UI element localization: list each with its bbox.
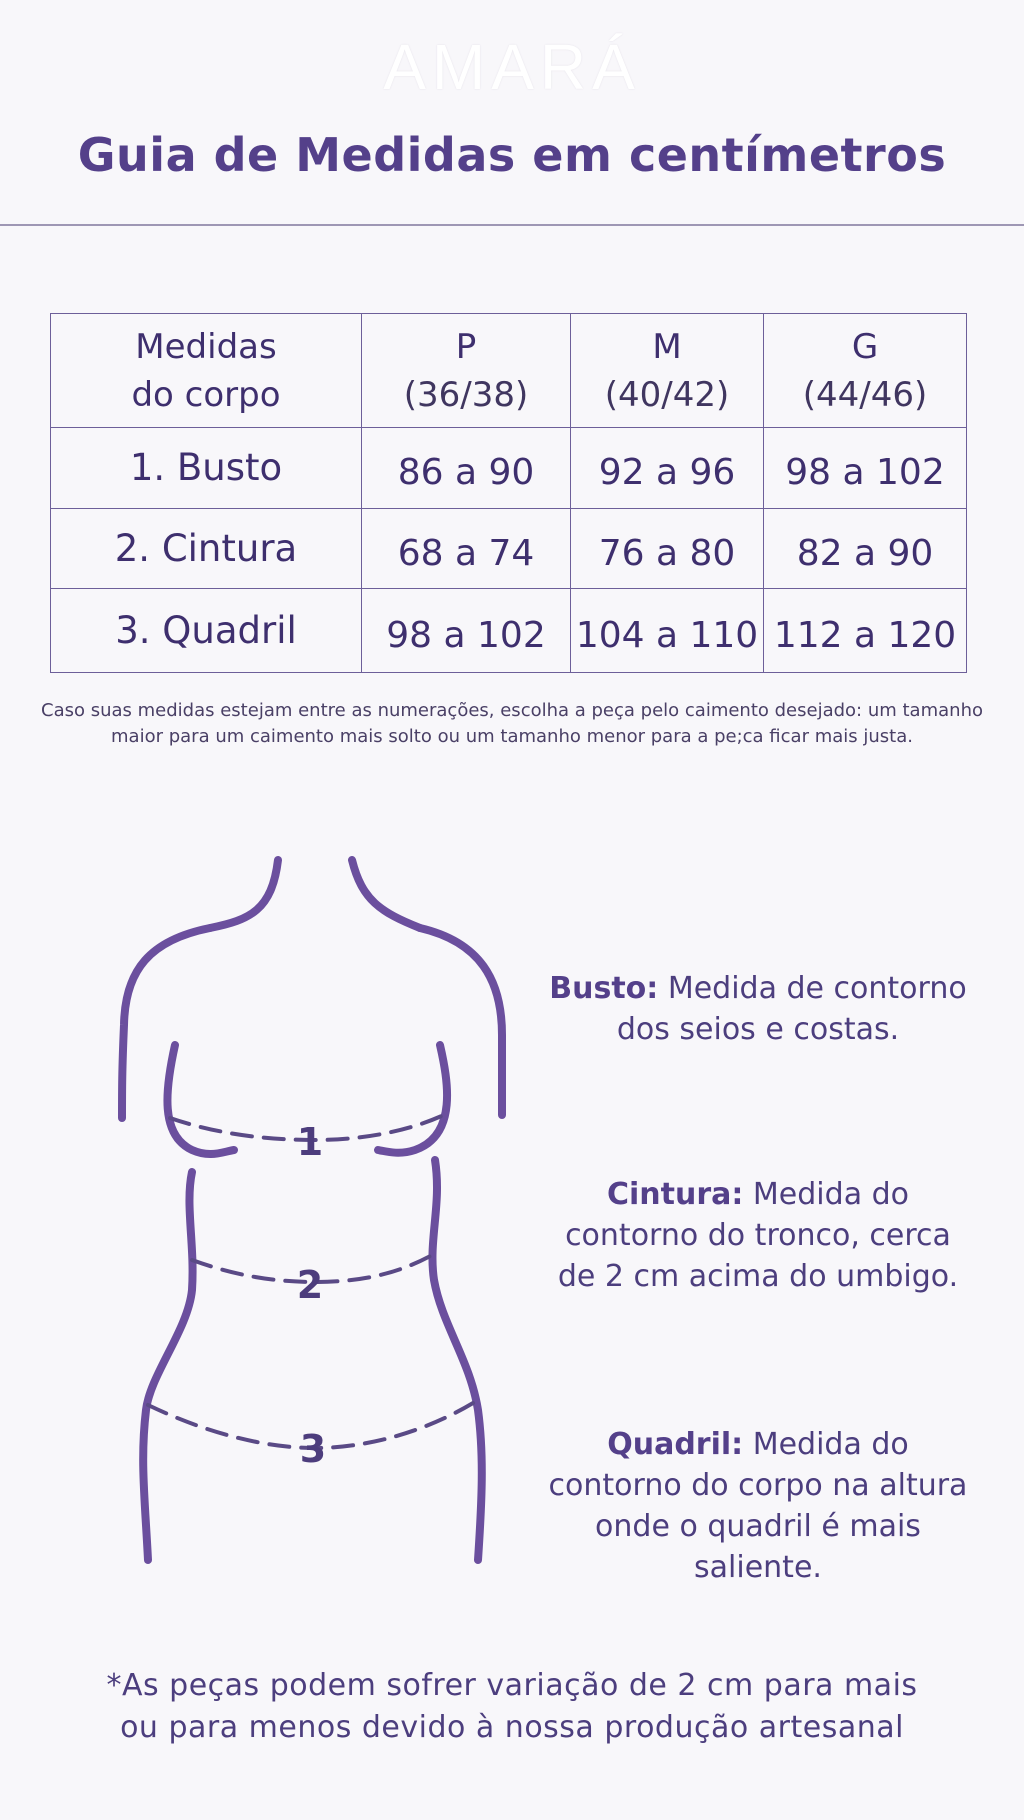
size-range: (40/42) <box>604 374 730 415</box>
size-header-m <box>571 314 764 428</box>
waist-term: Cintura: <box>606 1177 744 1212</box>
disclaimer-line2: ou para menos devido à nossa produção artesanal <box>120 1710 904 1745</box>
disclaimer-line1: *As peças podem sofrer variação de 2 cm para mais <box>106 1668 918 1703</box>
size-header-p <box>362 314 571 428</box>
table-cell: 98 a 102 <box>362 588 571 672</box>
size-letter: G <box>851 326 879 367</box>
right-torso-outline <box>432 1160 481 1560</box>
bust-term: Busto: <box>549 971 659 1006</box>
right-arm-outline <box>420 928 502 1115</box>
table-cell: 76 a 80 <box>571 508 764 588</box>
waist-text: Medida do contorno do tronco, cerca de 2 cm acima do umbigo. <box>557 1177 959 1294</box>
waist-marker: 2 <box>296 1263 324 1307</box>
waist-description <box>543 1174 973 1297</box>
table-cell: 104 a 110 <box>571 588 764 672</box>
production-disclaimer <box>0 1665 1024 1749</box>
page-title: Guia de Medidas em centímetros <box>77 128 947 182</box>
table-cell: 98 a 102 <box>764 428 967 508</box>
hip-text: Medida do contorno do corpo na altura onde o quadril é mais saliente. <box>548 1427 968 1585</box>
table-cell: 112 a 120 <box>764 588 967 672</box>
brand-logo: AMARÁ <box>383 31 641 103</box>
bust-text: Medida de contorno dos seios e costas. <box>616 971 967 1047</box>
row-label: 3. Quadril <box>51 588 362 672</box>
fit-note: Caso suas medidas estejam entre as numerações, escolha a peça pelo caimento desejado: um tamanho maior para um caimento mais solto ou um tamanho menor para a pe;ca ficar mais justa. <box>41 700 983 747</box>
size-header-g <box>764 314 967 428</box>
hip-term: Quadril: <box>607 1427 744 1462</box>
hip-marker: 3 <box>299 1427 327 1471</box>
table-cell: 82 a 90 <box>764 508 967 588</box>
neck-right-line <box>352 860 420 928</box>
right-breast-outline <box>378 1045 447 1153</box>
table-cell: 68 a 74 <box>362 508 571 588</box>
bust-description <box>543 968 973 1050</box>
size-letter: M <box>652 326 682 367</box>
size-range: (44/46) <box>802 374 928 415</box>
table-row <box>51 588 967 672</box>
divider <box>0 224 1024 226</box>
bust-marker: 1 <box>296 1120 324 1164</box>
table-row <box>51 428 967 508</box>
table-cell: 92 a 96 <box>571 428 764 508</box>
header-label-line1: Medidas <box>135 326 277 367</box>
left-breast-outline <box>167 1045 234 1154</box>
table-row <box>51 508 967 588</box>
table-cell: 86 a 90 <box>362 428 571 508</box>
row-label: 2. Cintura <box>51 508 362 588</box>
body-measurement-figure <box>110 850 530 1570</box>
table-header-row <box>51 314 967 428</box>
size-range: (36/38) <box>403 374 529 415</box>
size-table <box>50 313 967 673</box>
size-letter: P <box>455 326 477 367</box>
header-label-line2: do corpo <box>131 374 281 415</box>
left-torso-outline <box>143 1172 192 1560</box>
header-label <box>51 314 362 428</box>
row-label: 1. Busto <box>51 428 362 508</box>
hip-description <box>543 1424 973 1588</box>
neck-left-line <box>210 860 278 928</box>
